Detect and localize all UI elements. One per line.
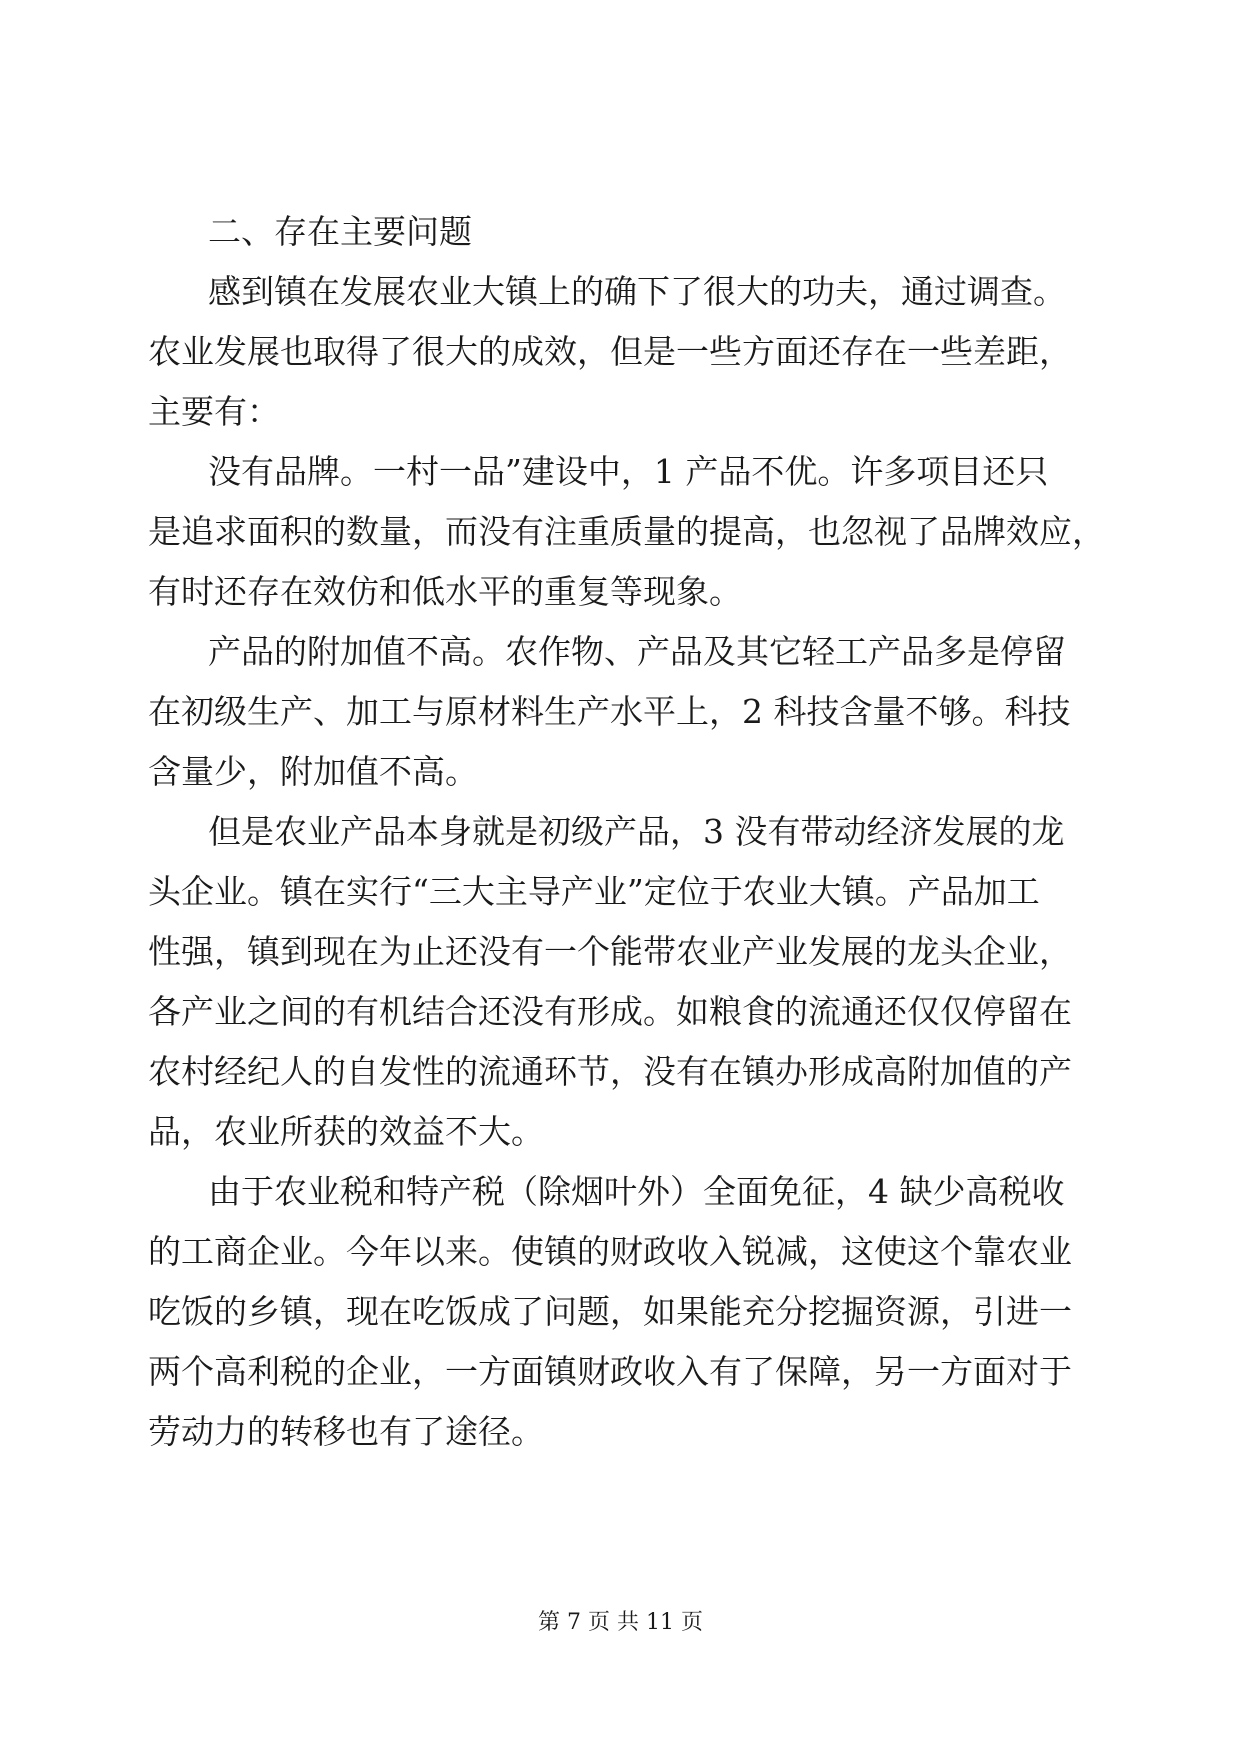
page-footer: 第 7 页 共 11 页: [538, 1610, 703, 1635]
paragraph-line: 但是农业产品本身就是初级产品，3 没有带动经济发展的龙: [208, 812, 1065, 851]
paragraph-line: 头企业。镇在实行“三大主导产业”定位于农业大镇。产品加工: [148, 872, 1040, 911]
paragraph-line: 品，农业所获的效益不大。: [148, 1112, 544, 1151]
paragraph-line: 劳动力的转移也有了途径。: [148, 1412, 544, 1451]
paragraph-line: 主要有：: [148, 392, 280, 431]
paragraph-line: 有时还存在效仿和低水平的重复等现象。: [148, 572, 742, 611]
paragraph-line: 在初级生产、加工与原材料生产水平上，2 科技含量不够。科技: [148, 692, 1071, 731]
paragraph-line: 产品的附加值不高。农作物、产品及其它轻工产品多是停留: [208, 632, 1066, 671]
paragraph-line: 两个高利税的企业，一方面镇财政收入有了保障，另一方面对于: [148, 1352, 1072, 1391]
paragraph-line: 是追求面积的数量，而没有注重质量的提高，也忽视了品牌效应，: [148, 512, 1105, 551]
paragraph-line: 感到镇在发展农业大镇上的确下了很大的功夫，通过调查。: [208, 272, 1066, 311]
paragraph-line: 农业发展也取得了很大的成效，但是一些方面还存在一些差距，: [148, 332, 1072, 371]
paragraph-line: 农村经纪人的自发性的流通环节，没有在镇办形成高附加值的产: [148, 1052, 1072, 1091]
paragraph-line: 由于农业税和特产税（除烟叶外）全面免征，4 缺少高税收: [208, 1172, 1065, 1211]
paragraph-line: 含量少，附加值不高。: [148, 752, 478, 791]
paragraph-line: 各产业之间的有机结合还没有形成。如粮食的流通还仅仅停留在: [148, 992, 1072, 1031]
section-heading: 二、存在主要问题: [208, 212, 472, 251]
paragraph-line: 性强，镇到现在为止还没有一个能带农业产业发展的龙头企业，: [148, 932, 1072, 971]
paragraph-line: 吃饭的乡镇，现在吃饭成了问题，如果能充分挖掘资源，引进一: [148, 1292, 1072, 1331]
paragraph-line: 的工商企业。今年以来。使镇的财政收入锐减，这使这个靠农业: [148, 1232, 1072, 1271]
paragraph-line: 没有品牌。一村一品”建设中，1 产品不优。许多项目还只: [208, 452, 1049, 491]
